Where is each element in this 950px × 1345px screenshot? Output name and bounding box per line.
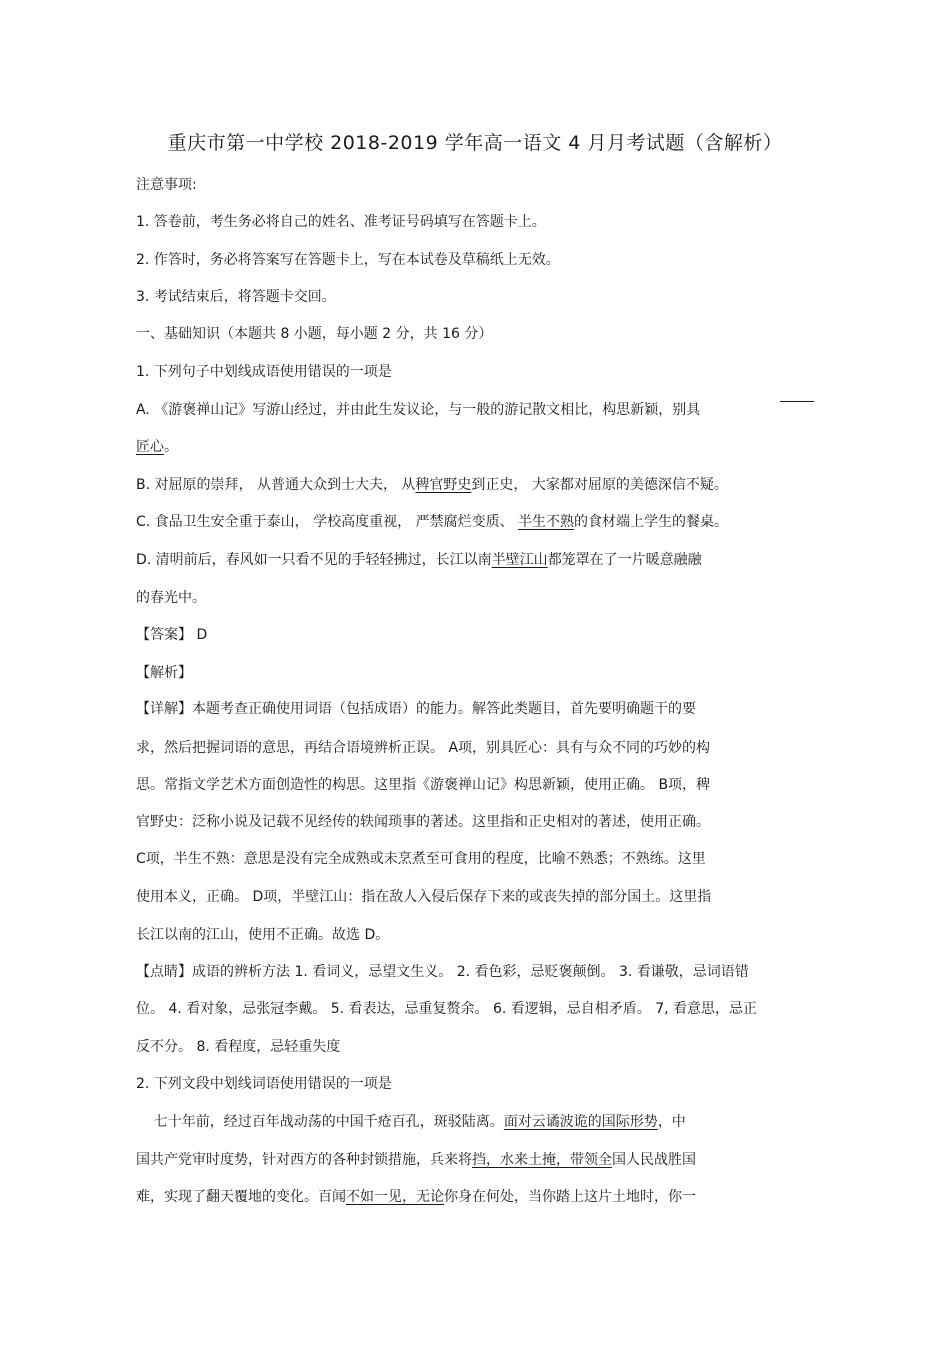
underlined-phrase: 面对云谲波诡的国际形势 xyxy=(503,1114,658,1130)
underline-blank xyxy=(780,400,814,402)
option-b xyxy=(136,476,728,494)
underlined-idiom: 稗官野史 xyxy=(415,477,472,493)
text-segment: 七十年前，经过百年战动荡的中国千疮百孔，斑驳陆离。 xyxy=(136,1114,504,1130)
text-segment: 国共产党审时度势，针对西方的各种封锁措施，兵来将 xyxy=(136,1152,472,1168)
option-a-line-1: A. 《游褒禅山记》写游山经过，并由此生发议论，与一般的游记散文相比，构思新颖，别具 xyxy=(136,402,701,418)
page-title: 重庆市第一中学校 2018-2019 学年高一语文 4 月月考试题（含解析） xyxy=(167,132,783,154)
tips-line-3: 反不分。 8. 看程度，忌轻重失度 xyxy=(136,1039,341,1055)
option-d-line-1 xyxy=(136,551,702,569)
text-segment: 国人民战胜国 xyxy=(612,1152,696,1168)
underlined-phrase: 挡，水来土掩，带领全 xyxy=(472,1152,612,1168)
detail-line-5: C项，半生不熟：意思是没有完全成熟或未烹煮至可食用的程度，比喻不熟悉；不熟练。这里 xyxy=(136,851,706,867)
underlined-idiom: 半壁江山 xyxy=(491,552,548,568)
option-a-line-2 xyxy=(136,438,178,456)
question-1-stem: 1. 下列句子中划线成语使用错误的一项是 xyxy=(136,364,392,380)
notice-heading: 注意事项: xyxy=(136,177,197,193)
underlined-idiom: 半生不熟 xyxy=(518,514,575,530)
option-d-line-2: 的春光中。 xyxy=(136,590,206,606)
section-heading: 一、基础知识（本题共 8 小题，每小题 2 分，共 16 分） xyxy=(136,326,493,342)
notice-item-2: 2. 作答时，务必将答案写在答题卡上，写在本试卷及草稿纸上无效。 xyxy=(136,252,560,268)
detail-line-2: 求，然后把握词语的意思，再结合语境辨析正误。 A项，别具匠心：具有与众不同的巧妙的构 xyxy=(136,740,711,756)
text-segment: ，中 xyxy=(657,1114,686,1130)
notice-item-3: 3. 考试结束后，将答题卡交回。 xyxy=(136,289,336,305)
detail-line-4: 官野史：泛称小说及记载不见经传的轶闻琐事的著述。这里指和正史相对的著述，使用正确。 xyxy=(136,814,710,830)
tips-line-1: 【点睛】成语的辨析方法 1. 看词义，忌望文生义。 2. 看色彩，忌贬褒颠倒。 3. 看谦敬，忌词语错 xyxy=(136,964,749,980)
tips-line-2: 位。 4. 看对象，忌张冠李戴。 5. 看表达，忌重复赘余。 6. 看逻辑，忌自相矛盾。 7, 看意思，忌正 xyxy=(136,1001,758,1017)
text-segment: B. 对屈原的崇拜， 从普通大众到士大夫， 从 xyxy=(136,477,416,493)
text-segment: C. 食品卫生安全重于泰山， 学校高度重视， 严禁腐烂变质、 xyxy=(136,514,519,530)
underlined-idiom: 匠心 xyxy=(136,439,164,455)
detail-line-7: 长江以南的江山，使用不正确。故选 D。 xyxy=(136,927,390,943)
text-segment: D. 清明前后，春风如一只看不见的手轻轻拂过，长江以南 xyxy=(136,552,492,568)
passage-line-2 xyxy=(136,1151,696,1169)
detail-line-3: 思。常指文学艺术方面创造性的构思。这里指《游褒禅山记》构思新颖，使用正确。 B项，稗 xyxy=(136,777,711,793)
detail-line-1: 【详解】本题考查正确使用词语（包括成语）的能力。解答此类题目，首先要明确题干的要 xyxy=(136,701,696,717)
text-segment: 的食材端上学生的餐桌。 xyxy=(574,514,729,530)
text-segment: 。 xyxy=(164,439,178,455)
option-c xyxy=(136,513,728,531)
detail-line-6: 使用本义，正确。 D项，半壁江山：指在敌人入侵后保存下来的或丧失掉的部分国土。这里指 xyxy=(136,889,712,905)
notice-item-1: 1. 答卷前，考生务必将自己的姓名、准考证号码填写在答题卡上。 xyxy=(136,214,546,230)
text-segment: 都笼罩在了一片暖意融融 xyxy=(547,552,702,568)
text-segment: 到正史， 大家都对屈原的美德深信不疑。 xyxy=(471,477,728,493)
analysis-label: 【解析】 xyxy=(136,665,192,681)
answer-label: 【答案】 D xyxy=(136,627,208,643)
underlined-phrase: 不如一见，无论 xyxy=(346,1189,444,1205)
passage-line-1 xyxy=(136,1113,686,1131)
passage-line-3 xyxy=(136,1188,696,1206)
text-segment: 难，实现了翻天覆地的变化。百闻 xyxy=(136,1189,346,1205)
text-segment: 你身在何处，当你踏上这片土地时，你一 xyxy=(444,1189,696,1205)
question-2-stem: 2. 下列文段中划线词语使用错误的一项是 xyxy=(136,1076,392,1092)
